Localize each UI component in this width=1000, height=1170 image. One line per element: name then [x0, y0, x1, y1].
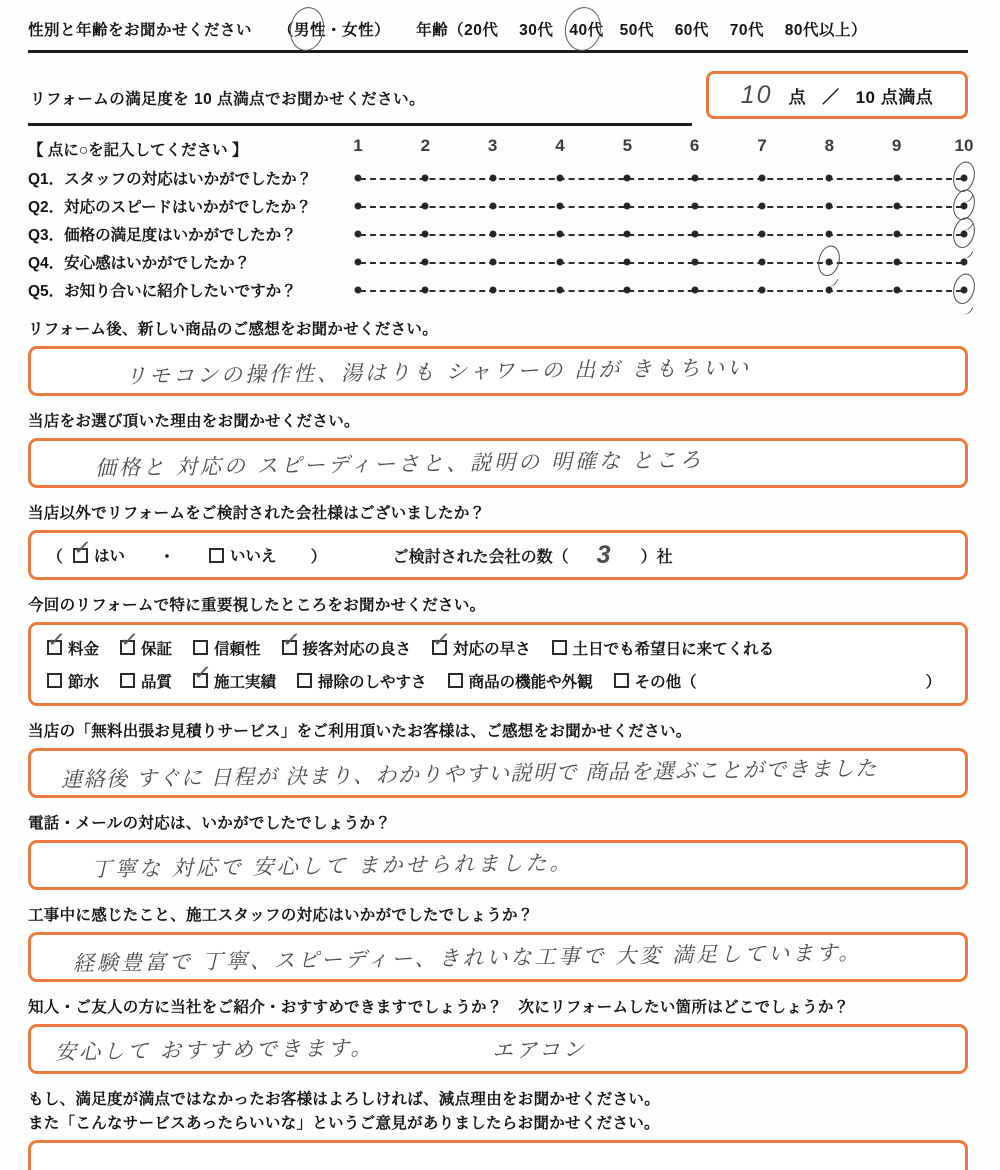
paren: ） [310, 548, 327, 566]
scale-dot[interactable] [691, 259, 698, 266]
scale-dot[interactable] [893, 259, 900, 266]
checkbox-square[interactable] [614, 673, 629, 688]
checkbox-label: その他（ [634, 673, 697, 691]
scale-number: 8 [824, 136, 835, 155]
section-title-product-impression: リフォーム後、新しい商品のご感想をお聞かせください。 [28, 321, 439, 338]
scale-dot[interactable] [624, 259, 631, 266]
scale-dot[interactable] [624, 287, 631, 294]
scale-dot[interactable] [489, 287, 496, 294]
scale-dot[interactable] [691, 203, 698, 210]
checkbox-square[interactable] [120, 640, 135, 655]
age-suffix: 50代 60代 70代 80代以上） [603, 22, 868, 39]
section-title-priorities: 今回のリフォームで特に重要視したところをお聞かせください。 [28, 597, 486, 614]
checkbox-square[interactable] [209, 548, 224, 563]
gender-age-question: 性別と年齢をお聞かせください [28, 22, 253, 39]
answer-box-product-impression[interactable] [28, 346, 968, 396]
priority-checkbox[interactable] [47, 670, 99, 692]
scale-dot[interactable] [557, 259, 564, 266]
checkbox-square[interactable] [432, 640, 447, 655]
age-40s-option[interactable]: 40代 [569, 18, 603, 40]
handwritten-score-circle [815, 243, 843, 278]
checkbox-square[interactable] [297, 673, 312, 688]
rating-question-label: Q5．お知り合いに紹介したいですか？ [28, 283, 297, 300]
scale-dot[interactable] [422, 259, 429, 266]
rating-question-label: Q4．安心感はいかがでしたか？ [28, 255, 251, 272]
answer-box-competitors [28, 530, 968, 580]
scale-dotted-line [360, 206, 962, 208]
separator-dot: ・ [159, 548, 176, 566]
checkbox-no[interactable] [209, 544, 277, 566]
section-title-feedback-line1: もし、満足度が満点ではなかったお客様はよろしければ、減点理由をお聞かせください。 [28, 1091, 661, 1108]
handwritten-answer: 丁寧な 対応で 安心して まかせられました。 [90, 851, 574, 882]
section-title-recommend: 知人・ご友人の方に当社をご紹介・おすすめできますでしょうか？ 次にリフォームしたい箇所はどこでしょうか？ [28, 999, 850, 1016]
paren: ） [374, 22, 391, 39]
checkbox-label: 商品の機能や外観 [468, 673, 593, 691]
scale-dot[interactable] [422, 287, 429, 294]
scale-dot[interactable] [489, 203, 496, 210]
scale-dot[interactable] [759, 203, 766, 210]
priority-checkbox[interactable] [448, 670, 593, 692]
scale-dot[interactable] [826, 287, 833, 294]
priority-checkbox[interactable] [614, 670, 697, 692]
rating-row [28, 276, 968, 304]
checkbox-label: 土日でも希望日に来てくれる [572, 640, 775, 658]
scale-dot[interactable] [355, 259, 362, 266]
scale-dot[interactable] [624, 175, 631, 182]
scale-dot[interactable] [691, 287, 698, 294]
rating-question-label: Q1．スタッフの対応はいかがでしたか？ [28, 171, 313, 188]
scale-dot[interactable] [624, 203, 631, 210]
scale-number: 2 [420, 136, 431, 155]
section-title-reason: 当店をお選び頂いた理由をお聞かせください。 [28, 413, 360, 430]
handwritten-answer: リモコンの操作性、湯はりも シャワーの 出が きもちいい [124, 356, 752, 389]
scale-dot[interactable] [893, 203, 900, 210]
section-title-competitors: 当店以外でリフォームをご検討された会社様はございましたか？ [28, 505, 486, 522]
scale-dotted-line [360, 262, 962, 264]
paren: （ [278, 22, 295, 39]
rating-scale [358, 164, 964, 192]
priority-checkbox[interactable] [282, 637, 412, 659]
company-count-handwritten: 3 [596, 540, 613, 569]
gender-options [278, 18, 390, 40]
checkbox-label: はい [94, 548, 126, 565]
score-max-label: 10 点満点 [855, 87, 934, 107]
scale-dotted-line [360, 234, 962, 236]
priorities-box [28, 622, 968, 706]
gender-female-option[interactable]: 女性 [342, 22, 375, 39]
checkbox-square[interactable] [47, 640, 62, 655]
checkbox-label: 信頼性 [214, 640, 261, 658]
age-options [416, 18, 867, 40]
section-title-feedback-line2: また「こんなサービスあったらいいな」というご意見がありましたらお聞かせください。 [28, 1115, 660, 1132]
rating-scale [358, 276, 964, 304]
section-title-estimate-service: 当店の「無料出張お見積りサービス」をご利用頂いたお客様は、ご感想をお聞かせください。 [28, 723, 692, 740]
answer-box-recommend[interactable] [28, 1024, 968, 1074]
checkbox-label: 品質 [141, 673, 173, 691]
scale-dot[interactable] [355, 231, 362, 238]
gender-age-row [28, 10, 968, 53]
scale-dot[interactable] [355, 287, 362, 294]
scale-dot[interactable] [691, 175, 698, 182]
scale-dot[interactable] [624, 231, 631, 238]
score-separator: ／ [822, 87, 840, 107]
checkbox-yes[interactable] [73, 544, 125, 566]
scale-dot[interactable] [489, 231, 496, 238]
handwritten-answer: 価格と 対応の スピーディーさと、説明の 明確な ところ [94, 448, 704, 481]
scale-number: 9 [891, 136, 902, 155]
scale-dot[interactable] [759, 259, 766, 266]
scale-number: 6 [689, 136, 700, 155]
checkbox-square[interactable] [193, 640, 208, 655]
scale-dot[interactable] [557, 231, 564, 238]
separator-dot: ・ [326, 22, 343, 39]
checkbox-label: いいえ [230, 548, 277, 565]
scale-dot[interactable] [826, 203, 833, 210]
other-close-paren: ） [925, 673, 941, 691]
handwritten-answer-next-reform: エアコン [492, 1038, 588, 1063]
checkbox-label: 施工実績 [214, 673, 277, 691]
scale-dot[interactable] [826, 175, 833, 182]
rating-row [28, 164, 968, 192]
scale-number: 4 [555, 136, 565, 155]
rating-question-label: Q2．対応のスピードはいかがでしたか？ [28, 199, 312, 216]
scale-dot[interactable] [759, 287, 766, 294]
scale-number: 1 [353, 136, 363, 155]
priority-checkbox[interactable] [552, 637, 775, 659]
checkbox-label: 節水 [68, 673, 100, 691]
rating-scale [358, 220, 964, 248]
section-title-phone-mail: 電話・メールの対応は、いかがでしたでしょうか？ [28, 815, 392, 832]
priority-checkbox[interactable] [297, 670, 427, 692]
company-count-suffix: ）社 [640, 548, 673, 566]
rating-scale [358, 192, 964, 220]
scale-dot[interactable] [489, 175, 496, 182]
answer-box-phone-mail[interactable] [28, 840, 968, 890]
scale-dot[interactable] [893, 175, 900, 182]
checkbox-square[interactable] [73, 548, 88, 563]
priority-checkbox[interactable] [120, 670, 172, 692]
scale-dot[interactable] [826, 231, 833, 238]
priority-checkbox[interactable] [193, 670, 276, 692]
handwritten-answer: 経験豊富で 丁寧、スピーディー、きれいな工事で 大変 満足しています。 [72, 941, 863, 976]
handwritten-answer: 安心して おすすめできます。 [54, 1036, 375, 1065]
section-title-construction: 工事中に感じたこと、施工スタッフの対応はいかがでしたでしょうか？ [28, 907, 534, 924]
scale-dot[interactable] [422, 231, 429, 238]
checkbox-label: 料金 [68, 640, 100, 658]
scale-dot[interactable] [961, 259, 968, 266]
scale-dot[interactable] [489, 259, 496, 266]
rating-row [28, 248, 968, 276]
scale-dot[interactable] [557, 287, 564, 294]
answer-box-estimate-service[interactable] [28, 748, 968, 798]
handwritten-answer: 連絡後 すぐに 日程が 決まり、わかりやすい説明で 商品を選ぶことができました [60, 757, 878, 792]
rating-row [28, 192, 968, 220]
checkbox-square[interactable] [282, 640, 297, 655]
company-count-label: ご検討された会社の数（ [392, 548, 569, 566]
score-unit: 点 [788, 87, 807, 107]
scale-dot[interactable] [422, 203, 429, 210]
scale-dot[interactable] [759, 175, 766, 182]
scale-number: 3 [487, 136, 498, 155]
scale-dot[interactable] [557, 203, 564, 210]
checkbox-square[interactable] [47, 673, 62, 688]
rating-scale [358, 248, 964, 276]
scale-number: 5 [622, 136, 633, 155]
scale-dot[interactable] [759, 231, 766, 238]
satisfaction-row [28, 69, 968, 126]
rating-question-label: Q3．価格の満足度はいかがでしたか？ [28, 227, 297, 244]
checkbox-square[interactable] [448, 673, 463, 688]
scale-numbers [353, 135, 974, 163]
checkbox-label: 対応の早さ [453, 640, 531, 658]
checkbox-label: 接客対応の良さ [302, 640, 412, 658]
checkbox-square[interactable] [193, 673, 208, 688]
priority-checkbox[interactable] [47, 637, 99, 659]
age-prefix: 年齢（20代 30代 [416, 22, 570, 39]
satisfaction-question: リフォームの満足度を 10 点満点でお聞かせください。 [30, 91, 426, 108]
scale-dot[interactable] [355, 175, 362, 182]
score-value-handwritten: 10 [740, 80, 773, 109]
scale-number: 7 [757, 136, 767, 155]
scale-dot[interactable] [355, 203, 362, 210]
scale-dotted-line [360, 178, 962, 180]
scale-dot[interactable] [893, 287, 900, 294]
scale-number: 10 [954, 136, 974, 155]
scale-dot[interactable] [557, 175, 564, 182]
scale-dotted-line [360, 290, 962, 292]
answer-box-reason[interactable] [28, 438, 968, 488]
handwritten-score-circle [950, 271, 978, 306]
gender-male-option[interactable]: 男性 [294, 18, 326, 40]
answer-box-feedback[interactable] [28, 1140, 968, 1170]
rating-instruction: 【 点に○を記入してください 】 [28, 142, 248, 159]
scale-dot[interactable] [422, 175, 429, 182]
paren: （ [47, 548, 64, 566]
checkbox-square[interactable] [552, 640, 567, 655]
scale-dot[interactable] [893, 231, 900, 238]
satisfaction-score-box[interactable] [706, 71, 968, 119]
rating-row [28, 220, 968, 248]
scale-dot[interactable] [691, 231, 698, 238]
rating-grid [28, 136, 974, 304]
checkbox-label: 保証 [141, 640, 173, 658]
priority-checkbox[interactable] [432, 637, 531, 659]
handwritten-score-circle [950, 215, 978, 250]
answer-box-construction[interactable] [28, 932, 968, 982]
priority-checkbox[interactable] [120, 637, 172, 659]
priority-checkbox[interactable] [193, 637, 261, 659]
checkbox-label: 掃除のしやすさ [318, 673, 427, 691]
priorities-row-2 [47, 664, 949, 697]
rating-rows [28, 164, 968, 304]
priorities-row-1 [47, 631, 949, 664]
checkbox-square[interactable] [120, 673, 135, 688]
